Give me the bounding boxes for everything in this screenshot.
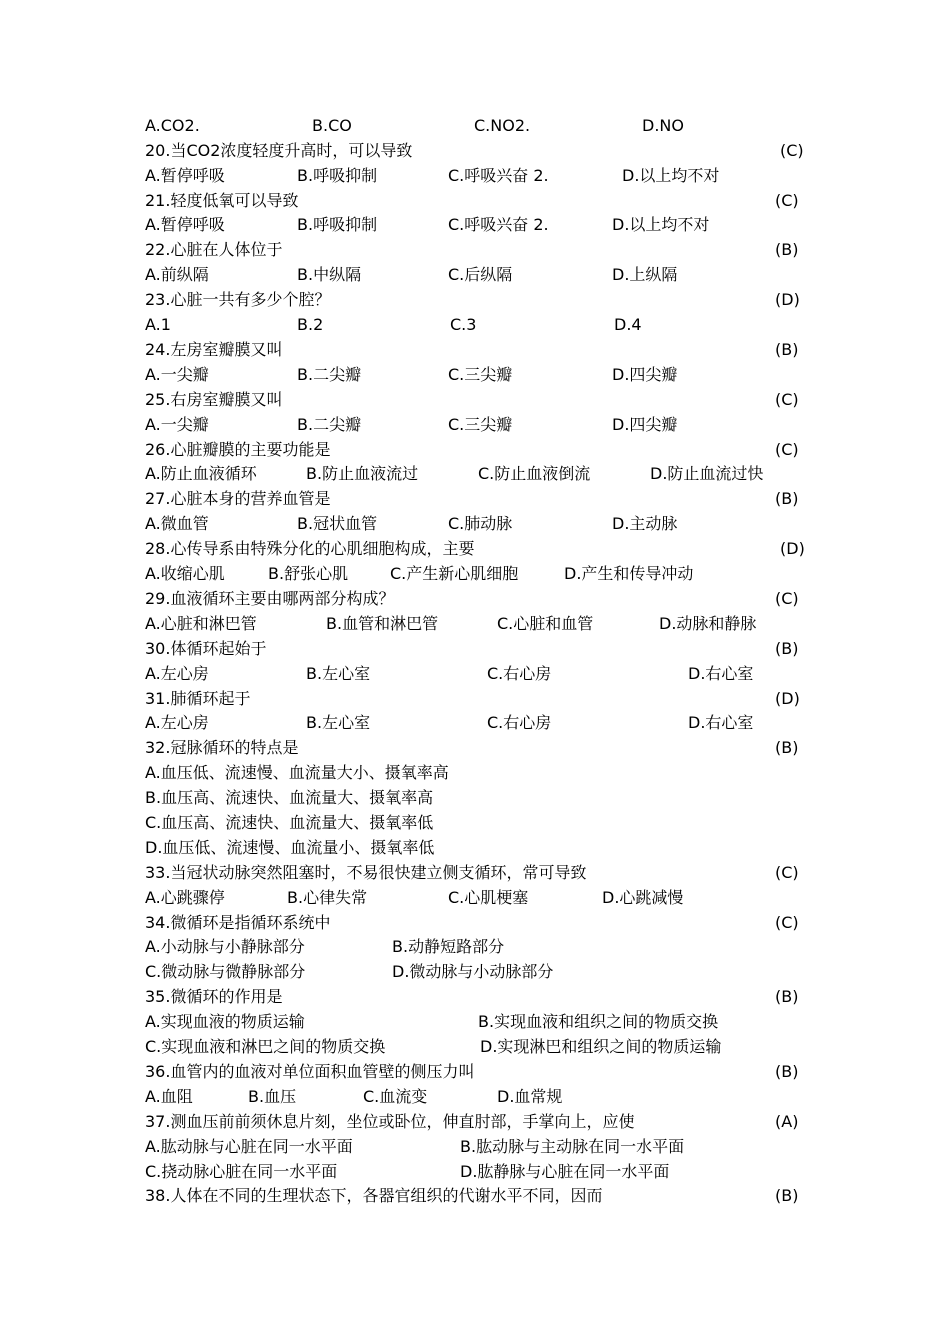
- line-text: (C): [775, 191, 799, 210]
- line-text: C.三尖瓣: [448, 415, 513, 434]
- line-text: 25.右房室瓣膜又叫: [145, 390, 283, 409]
- line-text: B.2: [297, 315, 324, 334]
- line-text: C.挠动脉心脏在同一水平面: [145, 1162, 338, 1181]
- line-text: (D): [775, 689, 800, 708]
- line-text: B.呼吸抑制: [297, 215, 378, 234]
- line-text: D.实现淋巴和组织之间的物质运输: [480, 1037, 722, 1056]
- text-line: [0, 263, 950, 287]
- text-line: [0, 189, 950, 213]
- line-text: C.呼吸兴奋 2.: [448, 215, 549, 234]
- line-text: (B): [775, 489, 799, 508]
- text-line: [0, 562, 950, 586]
- text-line: [0, 861, 950, 885]
- line-text: 22.心脏在人体位于: [145, 240, 283, 259]
- line-text: 36.血管内的血液对单位面积血管壁的侧压力叫: [145, 1062, 475, 1081]
- text-line: [0, 612, 950, 636]
- line-text: C.右心房: [487, 713, 552, 732]
- text-line: [0, 637, 950, 661]
- line-text: (A): [775, 1112, 799, 1131]
- line-text: 32.冠脉循环的特点是: [145, 738, 299, 757]
- text-line: [0, 1035, 950, 1059]
- text-line: [0, 736, 950, 760]
- line-text: 35.微循环的作用是: [145, 987, 283, 1006]
- line-text: D.四尖瓣: [612, 365, 678, 384]
- line-text: C.心脏和血管: [497, 614, 594, 633]
- text-line: [0, 985, 950, 1009]
- line-text: D.以上均不对: [612, 215, 710, 234]
- line-text: D.防止血流过快: [650, 464, 764, 483]
- line-text: A.左心房: [145, 664, 209, 683]
- line-text: C.肺动脉: [448, 514, 513, 533]
- line-text: A.心脏和淋巴管: [145, 614, 257, 633]
- text-line: [0, 811, 950, 835]
- line-text: D.血压低、流速慢、血流量小、摄氧率低: [145, 838, 435, 857]
- line-text: C.三尖瓣: [448, 365, 513, 384]
- text-line: [0, 313, 950, 337]
- line-text: B.动静短路部分: [392, 937, 505, 956]
- text-line: [0, 886, 950, 910]
- line-text: A.血压低、流速慢、血流量大小、摄氧率高: [145, 763, 449, 782]
- line-text: 38.人体在不同的生理状态下，各器官组织的代谢水平不同，因而: [145, 1186, 603, 1205]
- line-text: B.左心室: [306, 713, 371, 732]
- line-text: (C): [775, 440, 799, 459]
- line-text: D.以上均不对: [622, 166, 720, 185]
- line-text: B.二尖瓣: [297, 415, 362, 434]
- line-text: A.心跳骤停: [145, 888, 225, 907]
- line-text: A.血阻: [145, 1087, 193, 1106]
- text-line: [0, 288, 950, 312]
- text-line: [0, 213, 950, 237]
- line-text: B.二尖瓣: [297, 365, 362, 384]
- text-line: [0, 587, 950, 611]
- line-text: D.动脉和静脉: [659, 614, 757, 633]
- text-line: [0, 487, 950, 511]
- line-text: B.舒张心肌: [268, 564, 349, 583]
- line-text: (B): [775, 738, 799, 757]
- text-line: [0, 711, 950, 735]
- text-line: [0, 413, 950, 437]
- text-line: [0, 1160, 950, 1184]
- line-text: C.呼吸兴奋 2.: [448, 166, 549, 185]
- line-text: (B): [775, 240, 799, 259]
- line-text: D.右心室: [688, 664, 754, 683]
- text-line: [0, 836, 950, 860]
- text-line: [0, 512, 950, 536]
- line-text: A.左心房: [145, 713, 209, 732]
- line-text: D.主动脉: [612, 514, 678, 533]
- line-text: D.NO: [642, 116, 684, 135]
- line-text: B.心律失常: [287, 888, 368, 907]
- line-text: B.防止血液流过: [306, 464, 419, 483]
- text-line: [0, 1060, 950, 1084]
- line-text: C.微动脉与微静脉部分: [145, 962, 306, 981]
- line-text: 28.心传导系由特殊分化的心肌细胞构成，主要: [145, 539, 475, 558]
- text-line: [0, 139, 950, 163]
- line-text: A.实现血液的物质运输: [145, 1012, 305, 1031]
- line-text: (C): [780, 141, 804, 160]
- line-text: D.血常规: [497, 1087, 563, 1106]
- line-text: A.一尖瓣: [145, 365, 209, 384]
- line-text: 20.当CO2浓度轻度升高时，可以导致: [145, 141, 413, 160]
- text-line: [0, 1010, 950, 1034]
- line-text: B.血压高、流速快、血流量大、摄氧率高: [145, 788, 434, 807]
- line-text: C.血压高、流速快、血流量大、摄氧率低: [145, 813, 434, 832]
- line-text: A.前纵隔: [145, 265, 209, 284]
- line-text: D.微动脉与小动脉部分: [392, 962, 554, 981]
- line-text: (B): [775, 987, 799, 1006]
- line-text: A.1: [145, 315, 171, 334]
- text-line: [0, 338, 950, 362]
- line-text: A.小动脉与小静脉部分: [145, 937, 305, 956]
- line-text: B.中纵隔: [297, 265, 362, 284]
- line-text: A.暂停呼吸: [145, 166, 225, 185]
- line-text: (C): [775, 863, 799, 882]
- line-text: A.肱动脉与心脏在同一水平面: [145, 1137, 353, 1156]
- line-text: 24.左房室瓣膜又叫: [145, 340, 283, 359]
- text-line: [0, 1184, 950, 1208]
- line-text: B.肱动脉与主动脉在同一水平面: [460, 1137, 685, 1156]
- line-text: (B): [775, 340, 799, 359]
- text-line: [0, 462, 950, 486]
- line-text: (D): [775, 290, 800, 309]
- line-text: 29.血液循环主要由哪两部分构成？: [145, 589, 395, 608]
- line-text: A.一尖瓣: [145, 415, 209, 434]
- line-text: 21.轻度低氧可以导致: [145, 191, 299, 210]
- line-text: A.收缩心肌: [145, 564, 225, 583]
- line-text: 37.测血压前前须休息片刻，坐位或卧位，伸直肘部，手掌向上，应使: [145, 1112, 635, 1131]
- line-text: (B): [775, 1186, 799, 1205]
- line-text: B.呼吸抑制: [297, 166, 378, 185]
- line-text: D.四尖瓣: [612, 415, 678, 434]
- line-text: B.冠状血管: [297, 514, 378, 533]
- line-text: 31.肺循环起于: [145, 689, 251, 708]
- line-text: (C): [775, 913, 799, 932]
- line-text: A.暂停呼吸: [145, 215, 225, 234]
- text-line: [0, 164, 950, 188]
- line-text: D.右心室: [688, 713, 754, 732]
- text-line: [0, 911, 950, 935]
- line-text: C.防止血液倒流: [478, 464, 591, 483]
- line-text: D.肱静脉与心脏在同一水平面: [460, 1162, 670, 1181]
- line-text: (D): [780, 539, 805, 558]
- text-line: [0, 960, 950, 984]
- line-text: 30.体循环起始于: [145, 639, 267, 658]
- line-text: C.心肌梗塞: [448, 888, 529, 907]
- line-text: C.3: [450, 315, 477, 334]
- line-text: D.上纵隔: [612, 265, 678, 284]
- line-text: C.NO2.: [474, 116, 531, 135]
- text-line: [0, 786, 950, 810]
- text-line: [0, 687, 950, 711]
- text-line: [0, 537, 950, 561]
- line-text: D.产生和传导冲动: [564, 564, 694, 583]
- text-line: [0, 438, 950, 462]
- text-line: [0, 761, 950, 785]
- line-text: D.4: [614, 315, 642, 334]
- line-text: D.心跳减慢: [602, 888, 684, 907]
- line-text: B.CO: [312, 116, 352, 135]
- text-line: [0, 935, 950, 959]
- line-text: C.右心房: [487, 664, 552, 683]
- line-text: 34.微循环是指循环系统中: [145, 913, 331, 932]
- line-text: 27.心脏本身的营养血管是: [145, 489, 331, 508]
- line-text: B.血管和淋巴管: [326, 614, 439, 633]
- text-line: [0, 114, 950, 138]
- text-line: [0, 662, 950, 686]
- line-text: C.产生新心肌细胞: [390, 564, 519, 583]
- line-text: C.后纵隔: [448, 265, 513, 284]
- line-text: B.左心室: [306, 664, 371, 683]
- text-line: [0, 388, 950, 412]
- line-text: (B): [775, 639, 799, 658]
- line-text: 33.当冠状动脉突然阻塞时，不易很快建立侧支循环，常可导致: [145, 863, 587, 882]
- line-text: C.实现血液和淋巴之间的物质交换: [145, 1037, 386, 1056]
- text-line: [0, 238, 950, 262]
- line-text: A.防止血液循环: [145, 464, 257, 483]
- line-text: (B): [775, 1062, 799, 1081]
- line-text: A.微血管: [145, 514, 209, 533]
- text-line: [0, 1110, 950, 1134]
- line-text: B.血压: [248, 1087, 297, 1106]
- line-text: 26.心脏瓣膜的主要功能是: [145, 440, 331, 459]
- line-text: (C): [775, 390, 799, 409]
- line-text: B.实现血液和组织之间的物质交换: [478, 1012, 719, 1031]
- text-line: [0, 1085, 950, 1109]
- text-line: [0, 1135, 950, 1159]
- line-text: C.血流变: [363, 1087, 428, 1106]
- text-line: [0, 363, 950, 387]
- line-text: A.CO2.: [145, 116, 200, 135]
- line-text: 23.心脏一共有多少个腔？: [145, 290, 331, 309]
- line-text: (C): [775, 589, 799, 608]
